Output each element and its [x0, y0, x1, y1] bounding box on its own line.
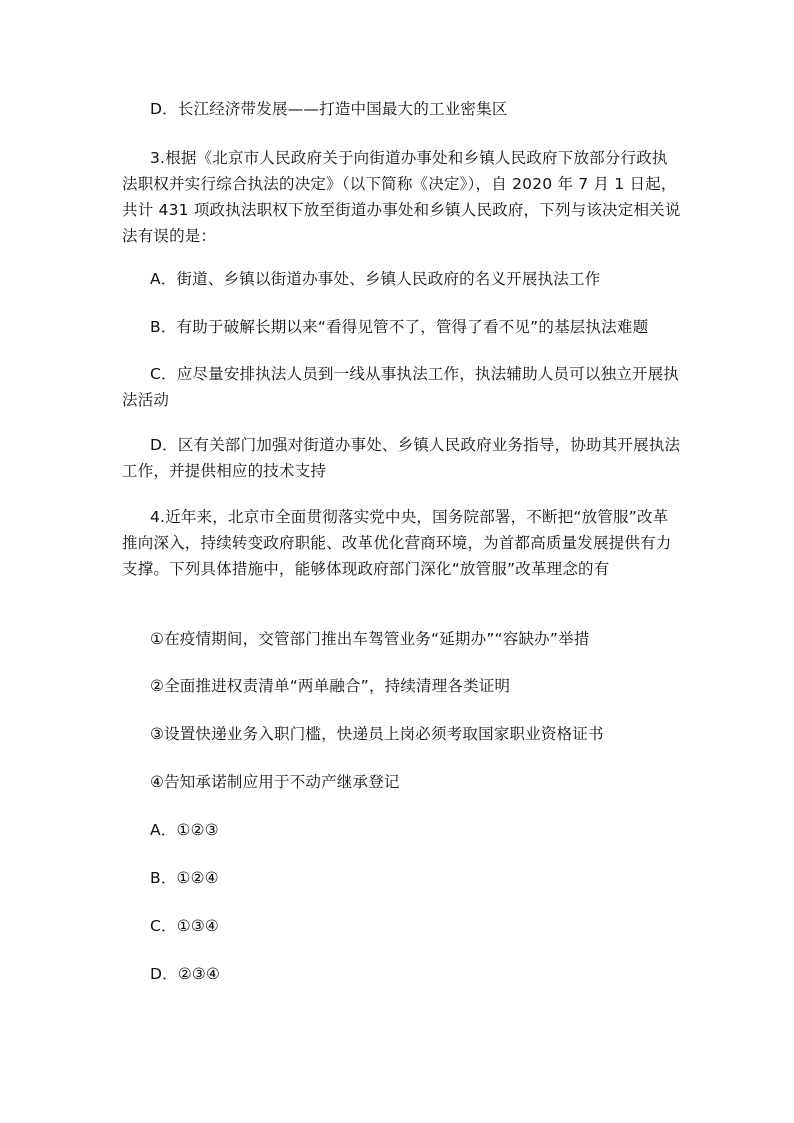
q4-item-1: ①在疫情期间，交管部门推出车驾管业务“延期办”“容缺办”举措 — [150, 630, 590, 648]
q3-option-c: C．应尽量安排执法人员到一线从事执法工作，执法辅助人员可以独立开展执法活动 — [122, 365, 680, 409]
q3-option-d: D．区有关部门加强对街道办事处、乡镇人民政府业务指导，协助其开展执法工作，并提供相应的技术支持 — [122, 436, 681, 480]
q4-item-4: ④告知承诺制应用于不动产继承登记 — [150, 773, 400, 791]
q3-option-a: A．街道、乡镇以街道办事处、乡镇人民政府的名义开展执法工作 — [150, 270, 601, 288]
q3-stem: 3.根据《北京市人民政府关于向街道办事处和乡镇人民政府下放部分行政执法职权并实行综合执法的决定》（以下简称《决定》），自 2020 年 7 月 1 日起，共计 431 项政执法职权下放至街道办事处和乡镇人民政府，下列与该决定相关说法有误的是： — [122, 149, 681, 245]
q4-option-b: B．①②④ — [150, 869, 219, 887]
q4-option-d: D．②③④ — [150, 965, 221, 983]
q3-option-b: B．有助于破解长期以来“看得见管不了，管得了看不见”的基层执法难题 — [150, 318, 649, 336]
q4-option-c: C．①③④ — [150, 917, 220, 935]
q2-option-d: D．长江经济带发展——打造中国最大的工业密集区 — [150, 100, 508, 118]
q4-stem: 4.近年来，北京市全面贯彻落实党中央，国务院部署，不断把“放管服”改革推向深入，持续转变政府职能、改革优化营商环境，为首都高质量发展提供有力支撑。下列具体措施中，能够体现政府部门深化“放管服”改革理念的有 — [122, 508, 672, 578]
q4-item-3: ③设置快递业务入职门槛，快递员上岗必须考取国家职业资格证书 — [150, 725, 604, 743]
q4-option-a: A．①②③ — [150, 821, 219, 839]
q4-item-2: ②全面推进权责清单“两单融合”，持续清理各类证明 — [150, 677, 511, 695]
